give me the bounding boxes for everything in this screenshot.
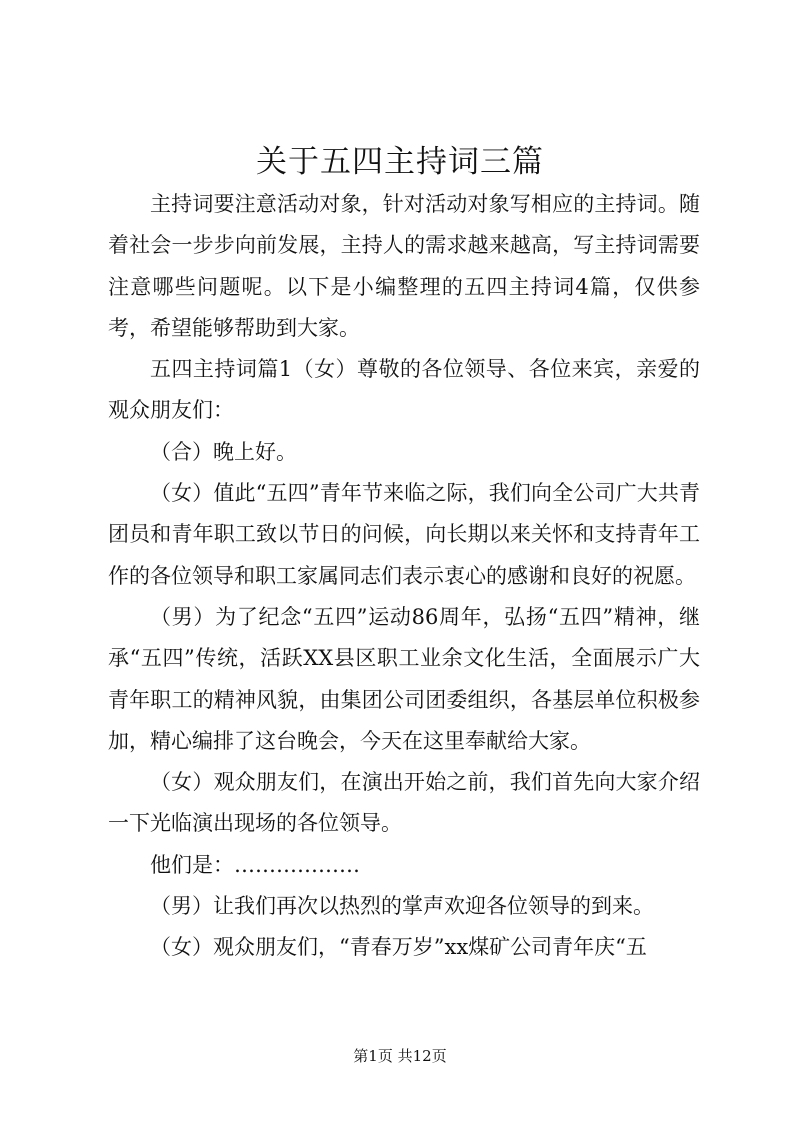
- paragraph-opening: 五四主持词篇1（女）尊敬的各位领导、各位来宾，亲爱的观众朋友们：: [108, 357, 700, 423]
- document-body: [108, 184, 700, 969]
- paragraph-continuation: （女）观众朋友们，“青春万岁”xx煤矿公司青年庆“五: [150, 935, 647, 960]
- paragraph-anniversary: （男）为了纪念“五四”运动86周年，弘扬“五四”精神，继承“五四”传统，活跃XX县区职工业余文化生活，全面展示广大青年职工的精神风貌，由集团公司团委组织，各基层单位积极参加，精心编排了这台晚会，今天在这里奉献给大家。: [108, 604, 700, 753]
- paragraph-introduce-leaders: （女）观众朋友们，在演出开始之前，我们首先向大家介绍一下光临演出现场的各位领导。: [108, 770, 700, 836]
- paragraph-intro: 主持词要注意活动对象，针对活动对象写相应的主持词。随着社会一步步向前发展，主持人的需求越来越高，写主持词需要注意哪些问题呢。以下是小编整理的五四主持词4篇，仅供参考，希望能够帮助到大家。: [108, 192, 700, 340]
- paragraph-festival-greeting: （女）值此“五四”青年节来临之际，我们向全公司广大共青团员和青年职工致以节日的问候，向长期以来关怀和支持青年工作的各位领导和职工家属同志们表示衷心的感谢和良好的祝愿。: [108, 481, 700, 588]
- page-footer: [0, 1046, 800, 1066]
- paragraph-greeting: （合）晚上好。: [150, 439, 297, 464]
- page-number-label: 第1页 共12页: [353, 1047, 447, 1065]
- paragraph-leader-list: 他们是：………………: [150, 852, 360, 877]
- paragraph-applause: （男）让我们再次以热烈的掌声欢迎各位领导的到来。: [150, 894, 654, 919]
- document-title: 关于五四主持词三篇: [256, 144, 544, 180]
